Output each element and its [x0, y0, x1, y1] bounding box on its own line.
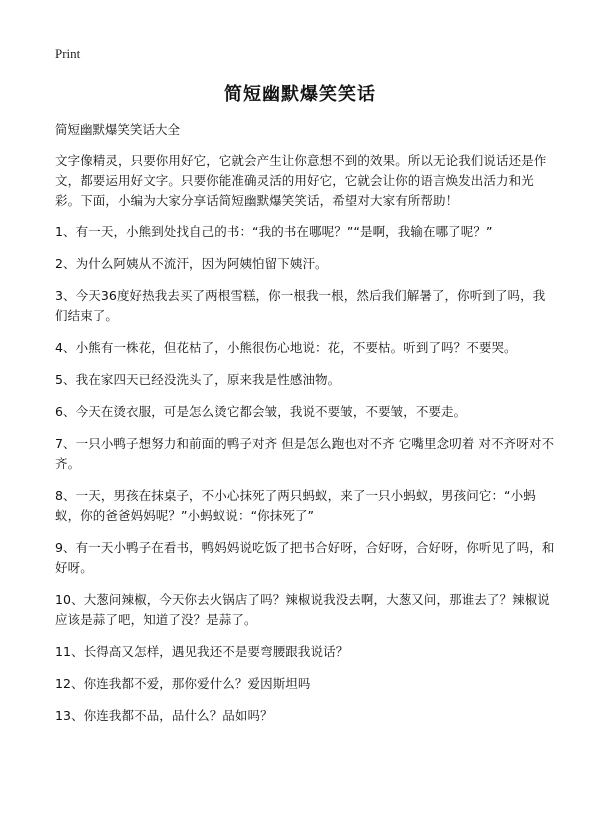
joke-item-11: 11、长得高又怎样，遇见我还不是要弯腰跟我说话？ [55, 644, 349, 659]
intro-paragraph: 文字像精灵，只要你用好它，它就会产生让你意想不到的效果。所以无论我们说话还是作文，都要运用好文字。只要你能准确灵活的用好它，它就会让你的语言焕发出活力和光彩。下面，小编为大家分享话简短幽默爆笑笑话，希望对大家有所帮助！ [55, 153, 547, 208]
joke-item-9: 9、有一天小鸭子在看书，鸭妈妈说吃饭了把书合好呀，合好呀，合好呀，你听见了吗，和好呀。 [55, 540, 555, 575]
print-link[interactable]: Print [55, 46, 81, 61]
joke-item-13: 13、你连我都不品，品什么？品如吗？ [55, 708, 273, 723]
joke-item-6: 6、今天在烫衣服，可是怎么烫它都会皱，我说不要皱，不要皱，不要走。 [55, 404, 467, 419]
joke-item-3: 3、今天36度好热我去买了两根雪糕，你一根我一根，然后我们解暑了，你听到了吗，我们结束了。 [55, 288, 546, 323]
joke-item-8: 8、一天，男孩在抹桌子，不小心抹死了两只蚂蚁，来了一只小蚂蚁，男孩问它：“小蚂蚁，你的爸爸妈妈呢？”小蚂蚁说：“你抹死了” [55, 488, 536, 523]
joke-item-1: 1、有一天，小熊到处找自己的书：“我的书在哪呢？”“是啊，我输在哪了呢？” [55, 224, 493, 239]
joke-item-4: 4、小熊有一株花，但花枯了，小熊很伤心地说：花，不要枯。听到了吗？不要哭。 [55, 340, 517, 355]
joke-item-10: 10、大葱问辣椒，今天你去火锅店了吗？辣椒说我没去啊，大葱又问，那谁去了？辣椒说应该是蒜了吧，知道了没？是蒜了。 [55, 592, 550, 627]
joke-item-12: 12、你连我都不爱，那你爱什么？爱因斯坦吗 [55, 676, 311, 691]
joke-item-5: 5、我在家四天已经没洗头了，原来我是性感油物。 [55, 372, 341, 387]
article-body [55, 120, 555, 738]
page-title: 简短幽默爆笑笑话 [224, 84, 376, 105]
article-subtitle: 简短幽默爆笑笑话大全 [55, 122, 181, 137]
joke-item-2: 2、为什么阿姨从不流汗，因为阿姨怕留下姨汗。 [55, 256, 328, 271]
joke-item-7: 7、一只小鸭子想努力和前面的鸭子对齐 但是怎么跑也对不齐 它嘴里念叨着 对不齐呀对不齐。 [55, 436, 555, 471]
